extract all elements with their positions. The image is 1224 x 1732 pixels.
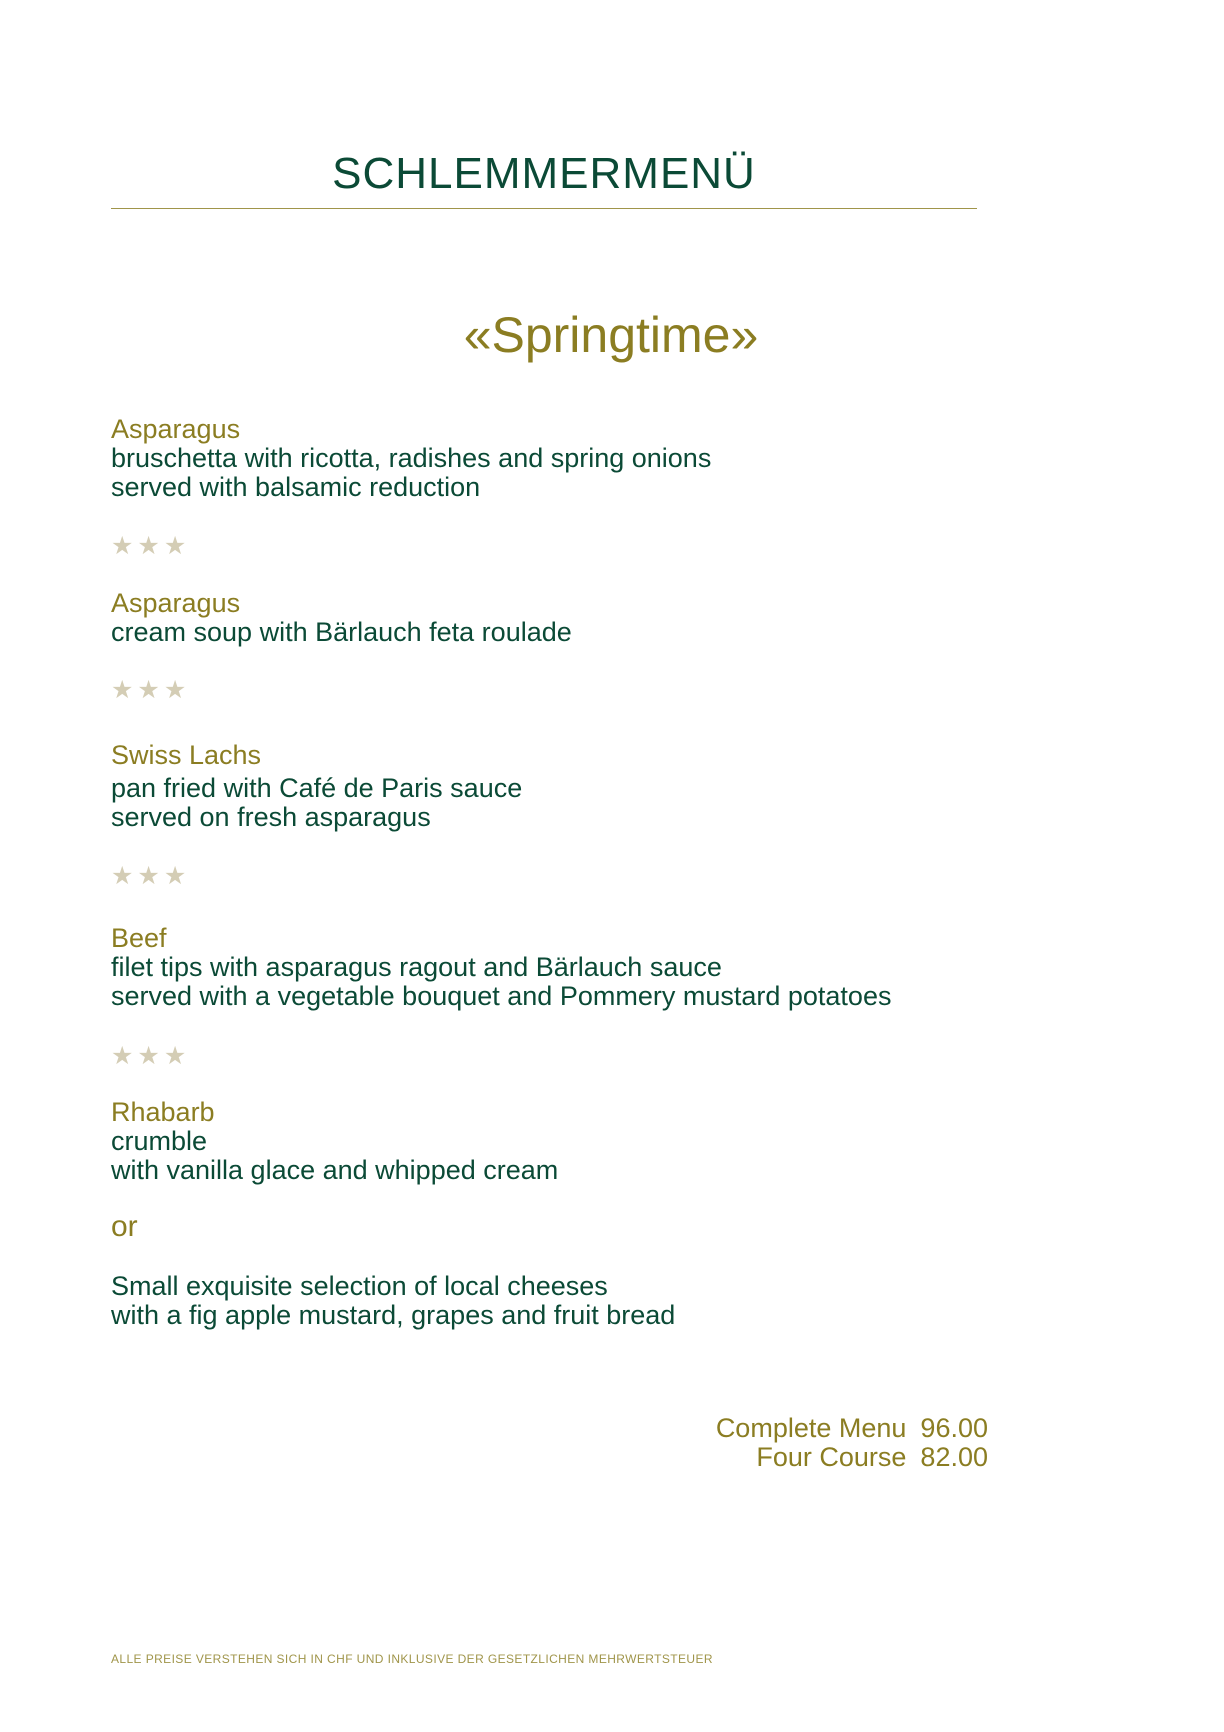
course-description: bruschetta with ricotta, radishes and spring onions bbox=[111, 443, 712, 473]
footer-note: ALLE PREISE VERSTEHEN SICH IN CHF UND INKLUSIVE DER GESETZLICHEN MEHRWERTSTEUER bbox=[111, 1652, 713, 1666]
course-description: served with balsamic reduction bbox=[111, 472, 481, 502]
alternative-course bbox=[111, 1272, 1111, 1330]
course-description: pan fried with Café de Paris sauce bbox=[111, 773, 523, 803]
or-separator: or bbox=[111, 1210, 138, 1243]
star-divider: ★★★ bbox=[111, 1042, 191, 1070]
course-title: Asparagus bbox=[111, 414, 241, 444]
title-divider bbox=[111, 208, 977, 209]
course-title: Swiss Lachs bbox=[111, 740, 262, 770]
course-description: crumble bbox=[111, 1126, 208, 1156]
star-divider: ★★★ bbox=[111, 862, 191, 890]
page-title: SCHLEMMERMENÜ bbox=[332, 149, 756, 198]
course-2 bbox=[111, 589, 1111, 647]
course-description: served with a vegetable bouquet and Pommery mustard potatoes bbox=[111, 981, 892, 1011]
star-divider: ★★★ bbox=[111, 676, 191, 704]
course-description: with vanilla glace and whipped cream bbox=[111, 1155, 559, 1185]
menu-subtitle: «Springtime» bbox=[463, 307, 759, 363]
course-3 bbox=[111, 741, 1111, 832]
course-title: Beef bbox=[111, 923, 167, 953]
course-4 bbox=[111, 924, 1111, 1011]
course-description: cream soup with Bärlauch feta roulade bbox=[111, 617, 572, 647]
course-1 bbox=[111, 415, 1111, 502]
course-description: served on fresh asparagus bbox=[111, 802, 431, 832]
price-row-complete bbox=[716, 1414, 988, 1443]
price-amount: 96.00 bbox=[920, 1413, 988, 1443]
course-5 bbox=[111, 1098, 1111, 1185]
course-title: Asparagus bbox=[111, 588, 241, 618]
price-amount: 82.00 bbox=[920, 1442, 988, 1472]
course-description: Small exquisite selection of local cheeses bbox=[111, 1271, 608, 1301]
course-title: Rhabarb bbox=[111, 1097, 215, 1127]
course-description: filet tips with asparagus ragout and Bärlauch sauce bbox=[111, 952, 722, 982]
price-row-four-course bbox=[716, 1443, 988, 1472]
price-list bbox=[716, 1414, 988, 1472]
course-description: with a fig apple mustard, grapes and fruit bread bbox=[111, 1300, 676, 1330]
price-label: Complete Menu bbox=[715, 1413, 907, 1443]
star-divider: ★★★ bbox=[111, 532, 191, 560]
price-label: Four Course bbox=[756, 1442, 907, 1472]
